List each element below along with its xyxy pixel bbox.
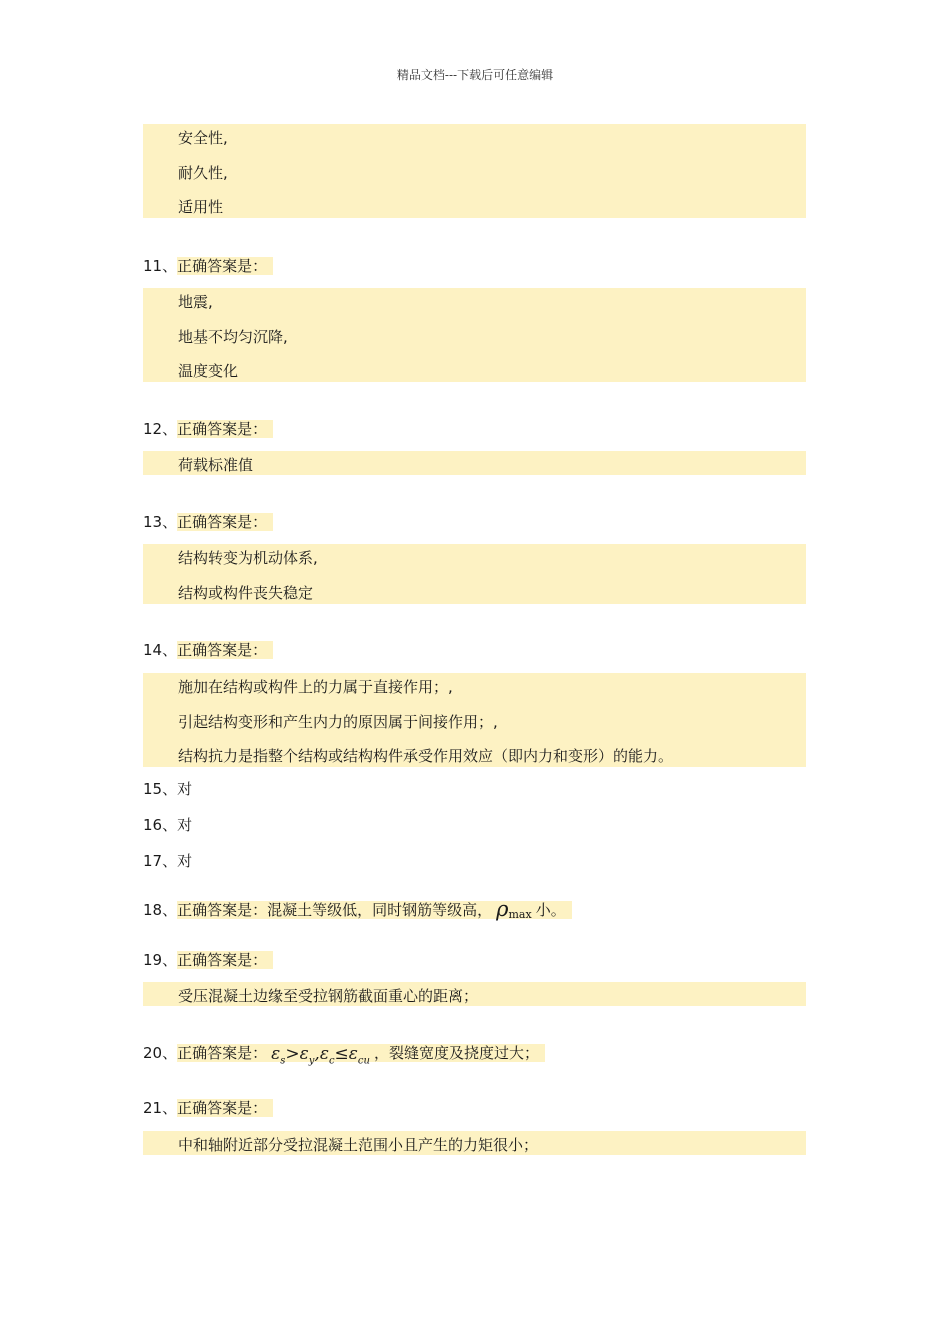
answer-label: 正确答案是： (177, 951, 273, 969)
answer-document (143, 124, 806, 1155)
judge-answer: 对 (177, 780, 193, 798)
answer-box (143, 124, 806, 218)
answer-box (143, 673, 806, 767)
answer-box (143, 982, 806, 1006)
question-18 (143, 894, 806, 924)
answer-line: 温度变化 (178, 362, 239, 380)
answer-text: 混凝土等级低，同时钢筋等级高， (267, 901, 493, 919)
answer-line: 结构转变为机动体系, (178, 549, 318, 567)
question-number: 18、 (143, 901, 178, 919)
answer-line: 地震, (178, 293, 213, 311)
answer-line: 结构或构件丧失稳定 (178, 583, 314, 602)
answer-text: 小。 (535, 901, 566, 919)
question-21 (143, 1096, 806, 1120)
question-number: 20、 (143, 1044, 178, 1062)
answer-line: 安全性, (178, 129, 228, 147)
answer-label: 正确答案是： (177, 1099, 273, 1117)
answer-text: ，裂缝宽度及挠度过大； (373, 1044, 539, 1062)
answer-inline (177, 1044, 545, 1067)
answer-box (143, 1131, 806, 1155)
question-20 (143, 1037, 806, 1069)
rho-max-formula: ρmax (496, 897, 532, 921)
question-15 (143, 777, 806, 801)
question-12 (143, 417, 806, 441)
question-number: 11、 (143, 257, 178, 275)
answer-label: 正确答案是： (177, 1044, 268, 1062)
question-17 (143, 849, 806, 873)
answer-inline (177, 897, 572, 921)
answer-line: 耐久性, (178, 163, 228, 182)
question-number: 19、 (143, 951, 178, 969)
question-13 (143, 510, 806, 534)
answer-box (143, 544, 806, 604)
question-number: 17、 (143, 852, 178, 870)
question-19 (143, 948, 806, 972)
question-number: 16、 (143, 816, 178, 834)
question-number: 14、 (143, 641, 178, 659)
question-16 (143, 813, 806, 837)
answer-label: 正确答案是： (177, 420, 273, 438)
page-header: 精品文档---下载后可任意编辑 (396, 68, 554, 82)
answer-label: 正确答案是： (177, 257, 273, 275)
judge-answer: 对 (177, 852, 193, 870)
answer-line: 结构抗力是指整个结构或结构构件承受作用效应（即内力和变形）的能力。 (178, 747, 674, 765)
answer-line: 适用性 (178, 198, 224, 216)
question-number: 12、 (143, 420, 178, 438)
question-number: 13、 (143, 513, 178, 531)
answer-line: 中和轴附近部分受拉混凝土范围小且产生的力矩很小； (178, 1136, 539, 1154)
answer-line: 荷载标准值 (178, 456, 254, 474)
answer-line: 引起结构变形和产生内力的原因属于间接作用；, (178, 712, 498, 731)
answer-line: 地基不均匀沉降, (178, 327, 288, 346)
question-number: 15、 (143, 780, 178, 798)
judge-answer: 对 (177, 816, 193, 834)
strain-formula: $\varepsilon_s>\varepsilon_y,\varepsilon_c\le\varepsilon_{cu}$ (271, 1044, 370, 1067)
question-number: 21、 (143, 1099, 178, 1117)
answer-box (143, 288, 806, 382)
answer-label: 正确答案是： (177, 513, 273, 531)
answer-line: 受压混凝土边缘至受拉钢筋截面重心的距离； (178, 987, 479, 1005)
answer-line: 施加在结构或构件上的力属于直接作用；, (178, 678, 453, 696)
answer-label: 正确答案是： (177, 641, 273, 659)
question-11 (143, 254, 806, 278)
question-14 (143, 638, 806, 662)
answer-box (143, 451, 806, 475)
answer-label: 正确答案是： (177, 901, 268, 919)
